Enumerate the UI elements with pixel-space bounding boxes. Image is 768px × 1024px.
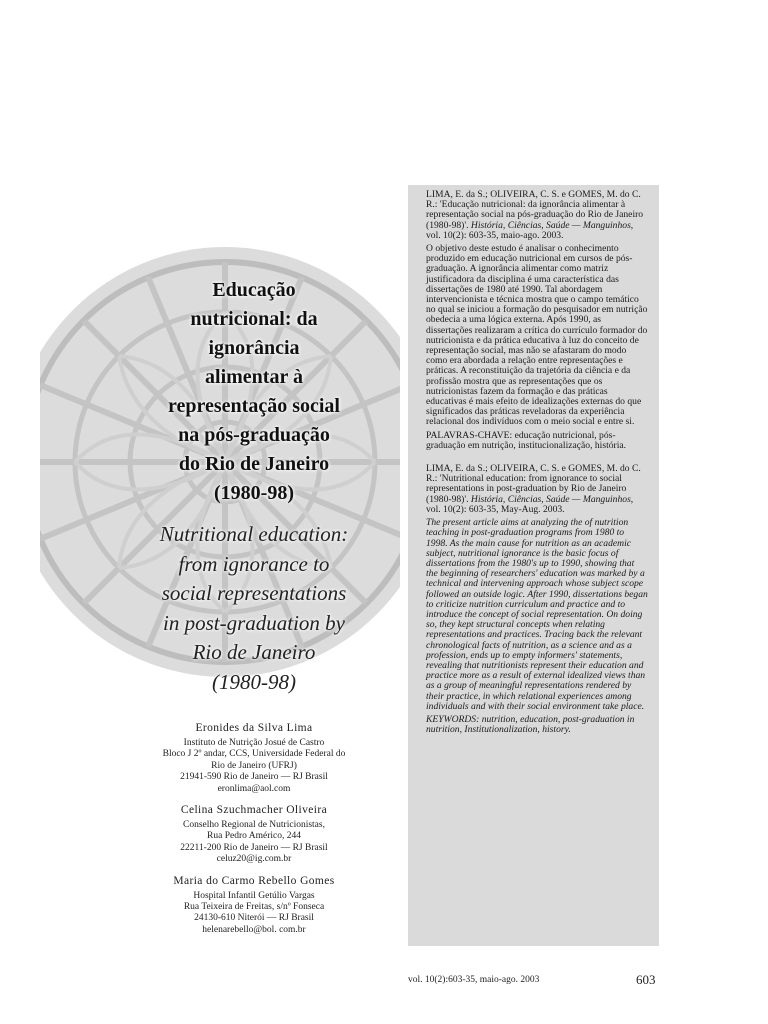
title-en-line: from ignorance to (178, 551, 330, 576)
title-pt-line: (1980-98) (214, 482, 294, 504)
title-pt-line: alimentar à (205, 366, 303, 388)
affiliation-line: Rua Pedro Américo, 244 (207, 831, 301, 842)
abstract-panel (408, 185, 659, 946)
author-block (130, 722, 378, 795)
journal-volume: vol. 10(2): 603-35, maio-ago. 2003. (426, 229, 564, 241)
abstract-keywords: KEYWORDS: nutrition, education, post-graduation in nutrition, Institutionalization, history. (426, 713, 635, 736)
abstract-portuguese (426, 190, 648, 451)
title-pt-line: nutricional: da (190, 308, 318, 330)
title-english (120, 520, 388, 697)
author-block (130, 875, 378, 937)
author-block (130, 804, 378, 866)
author-email: eronlima@aol.com (217, 783, 291, 794)
author-email: helenarebello@bol. com.br (202, 924, 306, 935)
affiliation-line: 24130-610 Niterói — RJ Brasil (194, 913, 314, 924)
title-en-line: social representations (161, 581, 347, 605)
affiliation-line: Bloco J 2º andar, CCS, Universidade Federal do (162, 749, 346, 760)
title-en-line: (1980-98) (212, 669, 296, 694)
affiliation-line: 21941-590 Rio de Janeiro — RJ Brasil (180, 772, 328, 783)
footer-citation: vol. 10(2):603-35, maio-ago. 2003 (408, 975, 540, 985)
abstract-body: O objetivo deste estudo é analisar o conhecimento produzido em educação nutricional em cursos de pós-graduação. A ignorância alimentar como matriz justificadora da disciplina é uma característica das dissertações de 1980 até 1990. Tal abordagem intervencionista e técnica mostra que o campo temático no qual se iniciou a formação do pesquisador em nutrição obedecia a uma lógica externa. Após 1990, as dissertações realizaram a crítica do currículo formador do nutricionista e da prática educativa à luz do conceito de representação social, mas não se afastaram do modo como era abordada a relação entre representações e práticas. A reconstituição da trajetória da ciência e da profissão mostra que as representações que os nutricionistas fazem da formação e das práticas educativas é mais efeito de idealizações externas do que significados das práticas reveladoras da experiência relacional dos indivíduos com o meio social e entre si. (426, 243, 648, 428)
affiliation-line: Hospital Infantil Getúlio Vargas (193, 890, 315, 901)
journal-name: História, Ciências, Saúde — Manguinhos, (470, 493, 634, 505)
affiliation-line: Rua Teixeira de Freitas, s/nº Fonseca (183, 902, 325, 913)
author-name: Eronides da Silva Lima (195, 722, 313, 734)
affiliation-line: 22211-200 Rio de Janeiro — RJ Brasil (180, 842, 328, 853)
title-pt-line: do Rio de Janeiro (178, 453, 330, 475)
author-name: Maria do Carmo Rebello Gomes (173, 874, 335, 887)
abstract-citation: LIMA, E. da S.; OLIVEIRA, C. S. e GOMES, M. do C. R.: 'Nutritional education: from ignorance to social representations in post-graduation by Rio de Janeiro (1980-98)'. (426, 463, 641, 505)
author-list (130, 722, 378, 945)
title-block (120, 276, 388, 697)
journal-volume: vol. 10(2): 603-35, May-Aug. 2003. (426, 503, 565, 515)
affiliation-line: Rio de Janeiro (UFRJ) (211, 760, 297, 771)
abstract-keywords: PALAVRAS-CHAVE: educação nutricional, pós-graduação em nutrição, institucionalização, história. (426, 429, 627, 451)
title-pt-line: ignorância (208, 337, 300, 359)
title-en-line: Rio de Janeiro (192, 640, 316, 664)
author-email: celuz20@ig.com.br (216, 854, 292, 865)
affiliation-line: Instituto de Nutrição Josué de Castro (183, 738, 325, 748)
affiliation-line: Conselho Regional de Nutricionistas, (183, 820, 325, 831)
title-pt-line: Educação (212, 279, 296, 301)
abstract-body: The present article aims at analyzing the of nutrition teaching in post-graduation programs from 1980 to 1998. As the main cause for nutrition as an academic subject, nutritional ignorance is the basic focus of dissertations from the 1980's up to 1990, showing that the beginning of researchers' education was marked by a technical and intervening approach whose subject scope followed an outside logic. After 1990, dissertations began to criticize nutrition curriculum and practice and to introduce the concept of social representation. On doing so, they kept structural concepts when relating representations and practices. Tracing back the relevant chronological facts of nutrition, as a science and as a profession, ends up to empty informers' statements, revealing that nutritionists represent their education and practice more as a result of external idealized views than as a group of meaningful representations rendered by their practice, in which relational experiences among individuals and with their social environment take place. (426, 517, 648, 712)
journal-name: História, Ciências, Saúde — Manguinhos, (470, 219, 634, 231)
abstract-english (426, 464, 648, 735)
title-portuguese (120, 276, 388, 508)
page-number: 603 (636, 972, 656, 987)
title-pt-line: representação social (167, 395, 340, 417)
abstract-citation: LIMA, E. da S.; OLIVEIRA, C. S. e GOMES, M. do C. R.: 'Educação nutricional: da ignorância alimentar à representação social na pós-graduação do Rio de Janeiro (1980-98)'. (426, 189, 644, 231)
title-en-line: Nutritional education: (159, 522, 349, 546)
title-en-line: in post-graduation by (163, 610, 345, 635)
title-pt-line: na pós-graduação (178, 424, 330, 446)
author-name: Celina Szuchmacher Oliveira (180, 804, 328, 817)
